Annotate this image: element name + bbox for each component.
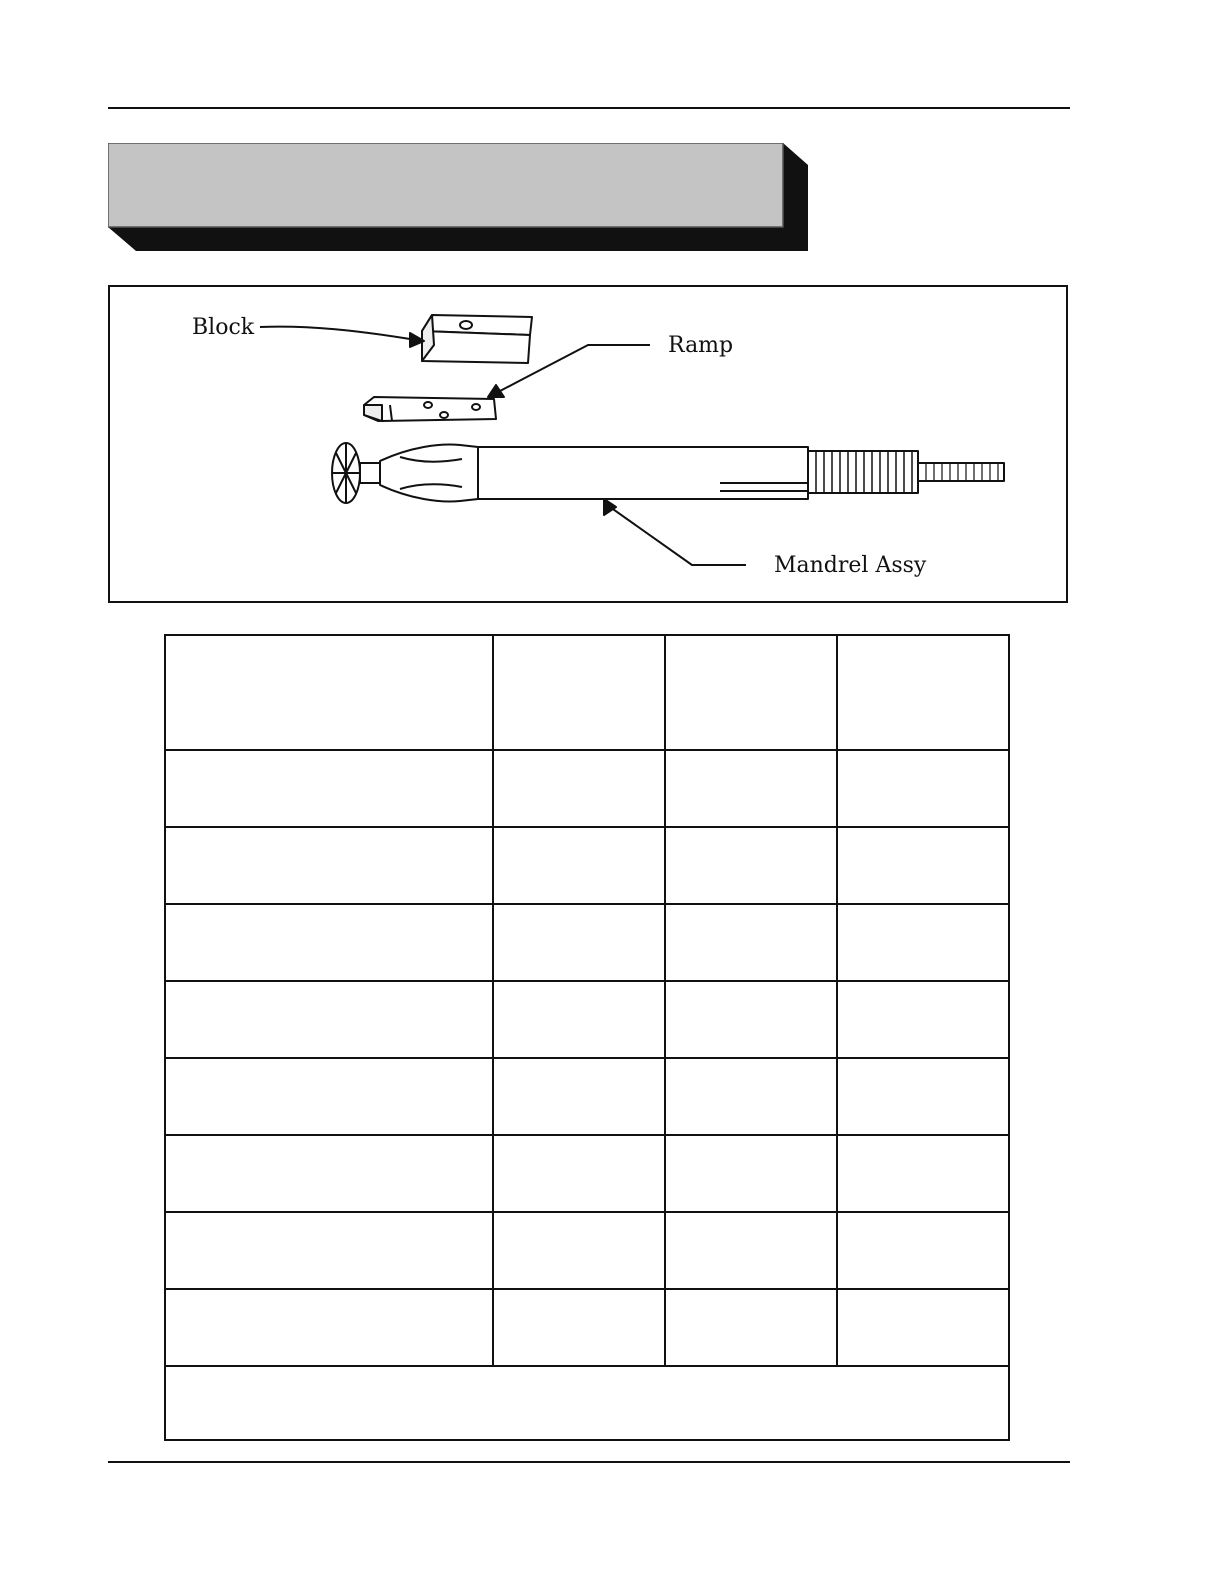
mandrel-part [332,443,1004,503]
table-cell [837,827,1009,904]
header-cell [165,635,493,750]
table-footer-row [165,1366,1009,1440]
table-cell [165,1212,493,1289]
table-cell [165,981,493,1058]
table-cell [837,1289,1009,1366]
table-cell [165,904,493,981]
table-row [165,827,1009,904]
table-cell [493,827,665,904]
table-cell [665,827,837,904]
table-cell [493,981,665,1058]
table-row [165,750,1009,827]
table-cell [165,1135,493,1212]
top-rule [108,107,1070,109]
ramp-part [364,397,496,421]
table-cell [165,750,493,827]
bottom-rule [108,1461,1070,1463]
section-title-banner [108,143,810,253]
table-cell [165,827,493,904]
table-cell [665,1135,837,1212]
table-cell [665,904,837,981]
table-cell [837,904,1009,981]
table-cell [165,1289,493,1366]
mandrel-assy-label: Mandrel Assy [774,553,927,578]
header-cell [493,635,665,750]
header-cell [837,635,1009,750]
block-part [422,315,532,363]
table-cell [665,1289,837,1366]
header-cell [665,635,837,750]
spec-table [164,634,1010,1441]
table-cell [837,750,1009,827]
table-cell [165,1058,493,1135]
table-row [165,904,1009,981]
table-cell [837,1135,1009,1212]
table-cell [665,750,837,827]
table-cell [665,1058,837,1135]
table-cell [493,1058,665,1135]
table-row [165,981,1009,1058]
table-footer-cell [165,1366,1009,1440]
table-cell [665,981,837,1058]
table-cell [837,1058,1009,1135]
table-cell [493,1289,665,1366]
table-header-row [165,635,1009,750]
table-row [165,1289,1009,1366]
table-cell [493,904,665,981]
table-row [165,1135,1009,1212]
parts-figure [108,285,1068,603]
table-cell [493,1212,665,1289]
table-cell [837,981,1009,1058]
block-label: Block [192,315,255,340]
table-row [165,1212,1009,1289]
table-cell [493,750,665,827]
table-cell [493,1135,665,1212]
table-row [165,1058,1009,1135]
table-cell [837,1212,1009,1289]
ramp-label: Ramp [668,333,734,358]
table-cell [665,1212,837,1289]
